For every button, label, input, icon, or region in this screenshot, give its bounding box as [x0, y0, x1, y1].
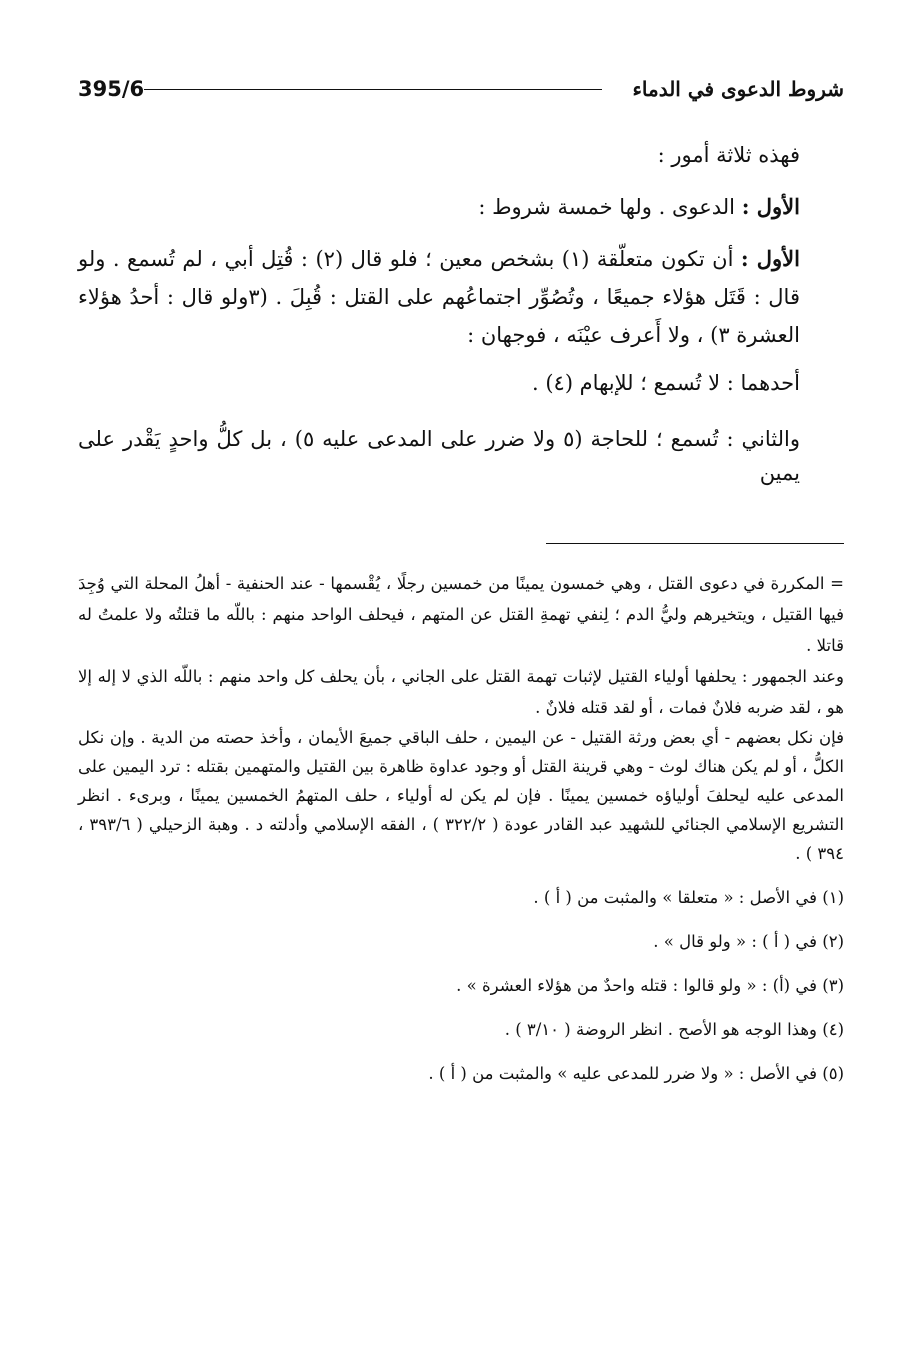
- header-rule: [144, 89, 602, 90]
- footnote-continuation: = المكررة في دعوى القتل ، وهي خمسون يمينًا من خمسين رجلًا ، يُقْسمها - عند الحنفية - أهلُ المحلة التي وُجِدَ فيها القتيل ، ويتخيرهم وليُّ الدم ؛ لِنفي تهمةِ القتل عن المتهم ، فيحلف الواحد منهم : باللّه ما قتلتُه ولا علمتُ له قاتلا .: [78, 574, 844, 655]
- page-number: 395/6: [78, 77, 145, 101]
- condition-text: أن تكون متعلّقة (١) بشخص معين ؛ فلو قال (٢) : قُتِل أبي ، لم تُسمع . ولو قال : قَتَل هؤلاء جميعًا ، وتُصُوِّر اجتماعُهم على القتل : قُبِلَ . (٣ولو قال : أحدُ هؤلاء العشرة ٣) ، ولا أَعرف عيْنَه ، فوجهان :: [78, 247, 800, 347]
- heading-text: الدعوى . ولها خمسة شروط :: [478, 195, 736, 219]
- first-matter-heading: [78, 190, 800, 224]
- heading-label: الأول :: [741, 194, 800, 219]
- footnote-separator: [546, 543, 844, 544]
- footnote-item: (٥) في الأصل : « ولا ضرر للمدعى عليه » والمثبت من ( أ ) .: [428, 1064, 844, 1083]
- footnote-item: (٣) في (أ) : « ولو قالوا : قتله واحدٌ من هؤلاء العشرة » .: [456, 976, 844, 995]
- footnote-item: (٤) وهذا الوجه هو الأصح . انظر الروضة ( ٣/١٠ ) .: [504, 1020, 844, 1039]
- main-text: [78, 138, 800, 490]
- first-view: أحدهما : لا تُسمع ؛ للإبهام (٤) .: [531, 371, 800, 395]
- footnotes: [78, 568, 844, 1096]
- footnote-item: (١) في الأصل : « متعلقا » والمثبت من ( أ ) .: [533, 888, 844, 907]
- second-view: والثاني : تُسمع ؛ للحاجة (٥ ولا ضرر على المدعى عليه ٥) ، بل كلُّ واحدٍ يَقْدر على يمين: [78, 427, 800, 485]
- first-condition-paragraph: [78, 240, 800, 354]
- condition-label: الأول :: [740, 246, 800, 271]
- running-title: شروط الدعوى في الدماء: [632, 77, 844, 101]
- footnote-refusal: فإن نكل بعضهم - أي بعض ورثة القتيل - عن اليمين ، حلف الباقي جميعَ الأيمان ، وأخذ حصته من الدية . وإن نكل الكلُّ ، أو لم يكن هناك لوث - وهي قرينة القتل أو وجود عداوة ظاهرة بين القتيل والمتهمين بقتله : ترد اليمين على المدعى عليه ليحلفَ أولياؤه خمسين يمينًا . فإن لم يكن له أولياء ، حلف المتهمُ الخمسين يمينًا ، وبرىء . انظر التشريع الإسلامي الجنائي للشهيد عبد القادر عودة ( ٣٢٢/٢ ) ، الفقه الإسلامي وأدلته د . وهبة الزحيلي ( ٣٩٣/٦ ، ٣٩٤ ) .: [78, 728, 845, 863]
- footnote-item: (٢) في ( أ ) : « ولو قال » .: [653, 932, 844, 951]
- footnote-majority: وعند الجمهور : يحلفها أولياء القتيل لإثبات تهمة القتل على الجاني ، بأن يحلف كل واحد منهم : باللّه الذي لا إله إلا هو ، لقد ضربه فلانٌ فمات ، أو لقد قتله فلانٌ .: [78, 667, 844, 717]
- page-header: [78, 76, 844, 106]
- intro-line: فهذه ثلاثة أمور :: [657, 143, 800, 167]
- footnote-list: [78, 876, 844, 1096]
